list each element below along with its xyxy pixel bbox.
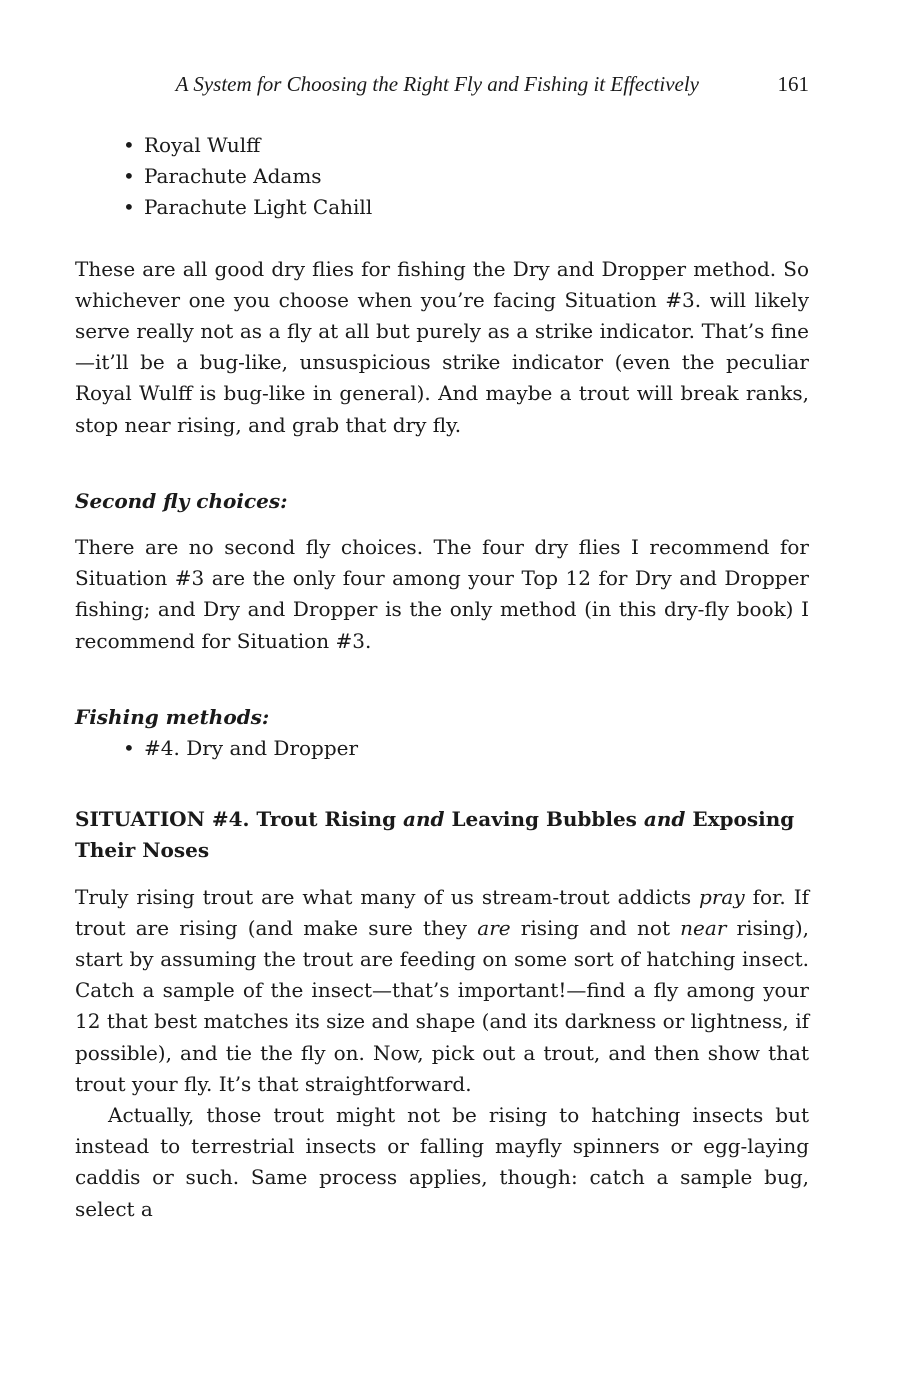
dry-flies-paragraph: These are all good dry flies for fishing the Dry and Dropper method. So whichever one you choose when you’re facing Situation #3. will likely serve really not as a fly at all but purely as a strike indicator. That’s fine—it’ll be a bug-like, unsuspicious strike indicator (even the peculiar Royal Wulff is bug-like in general). And maybe a trout will break ranks, stop near rising, and grab that dry fly.	[75, 256, 809, 437]
list-item: • Parachute Adams	[123, 161, 809, 192]
situation-paragraph-1: Truly rising trout are what many of us stream-trout addicts pray for. If trout are rising (and make sure they are rising and not near rising), start by assuming the trout are feeding on some sort of hatching insect. Catch a sample of the insect—that’s important!—find a fly among your 12 that best matches its size and shape (and its darkness or lightness, if possible), and tie the fly on. Now, pick out a trout, and then show that trout your fly. It’s that straightforward.	[75, 884, 810, 1096]
situation-heading: SITUATION #4. Trout Rising and Leaving Bubbles and Exposing Their Noses	[75, 807, 795, 863]
second-fly-heading: Second fly choices:	[75, 488, 288, 513]
running-title: A System for Choosing the Right Fly and Fishing it Effectively	[175, 72, 699, 96]
fishing-methods-heading: Fishing methods:	[75, 704, 270, 729]
list-item: • Parachute Light Cahill	[123, 192, 809, 223]
situation-paragraph-2: Actually, those trout might not be rising to hatching insects but instead to terrestrial insects or falling mayfly spinners or egg-laying caddis or such. Same process applies, though: catch a sample bug, select a	[75, 1103, 809, 1221]
page-number: 161	[777, 72, 809, 96]
page-content	[75, 130, 809, 1225]
fishing-methods-list	[75, 733, 809, 764]
list-item: • #4. Dry and Dropper	[123, 733, 809, 764]
second-fly-paragraph: There are no second fly choices. The four dry flies I recommend for Situation #3 are the only four among your Top 12 for Dry and Dropper fishing; and Dry and Dropper is the only method (in this dry-fly book) I recommend for Situation #3.	[75, 535, 809, 653]
running-head	[75, 72, 809, 104]
flies-list	[75, 130, 809, 224]
list-item: • Royal Wulff	[123, 130, 809, 161]
book-page	[75, 0, 809, 1381]
